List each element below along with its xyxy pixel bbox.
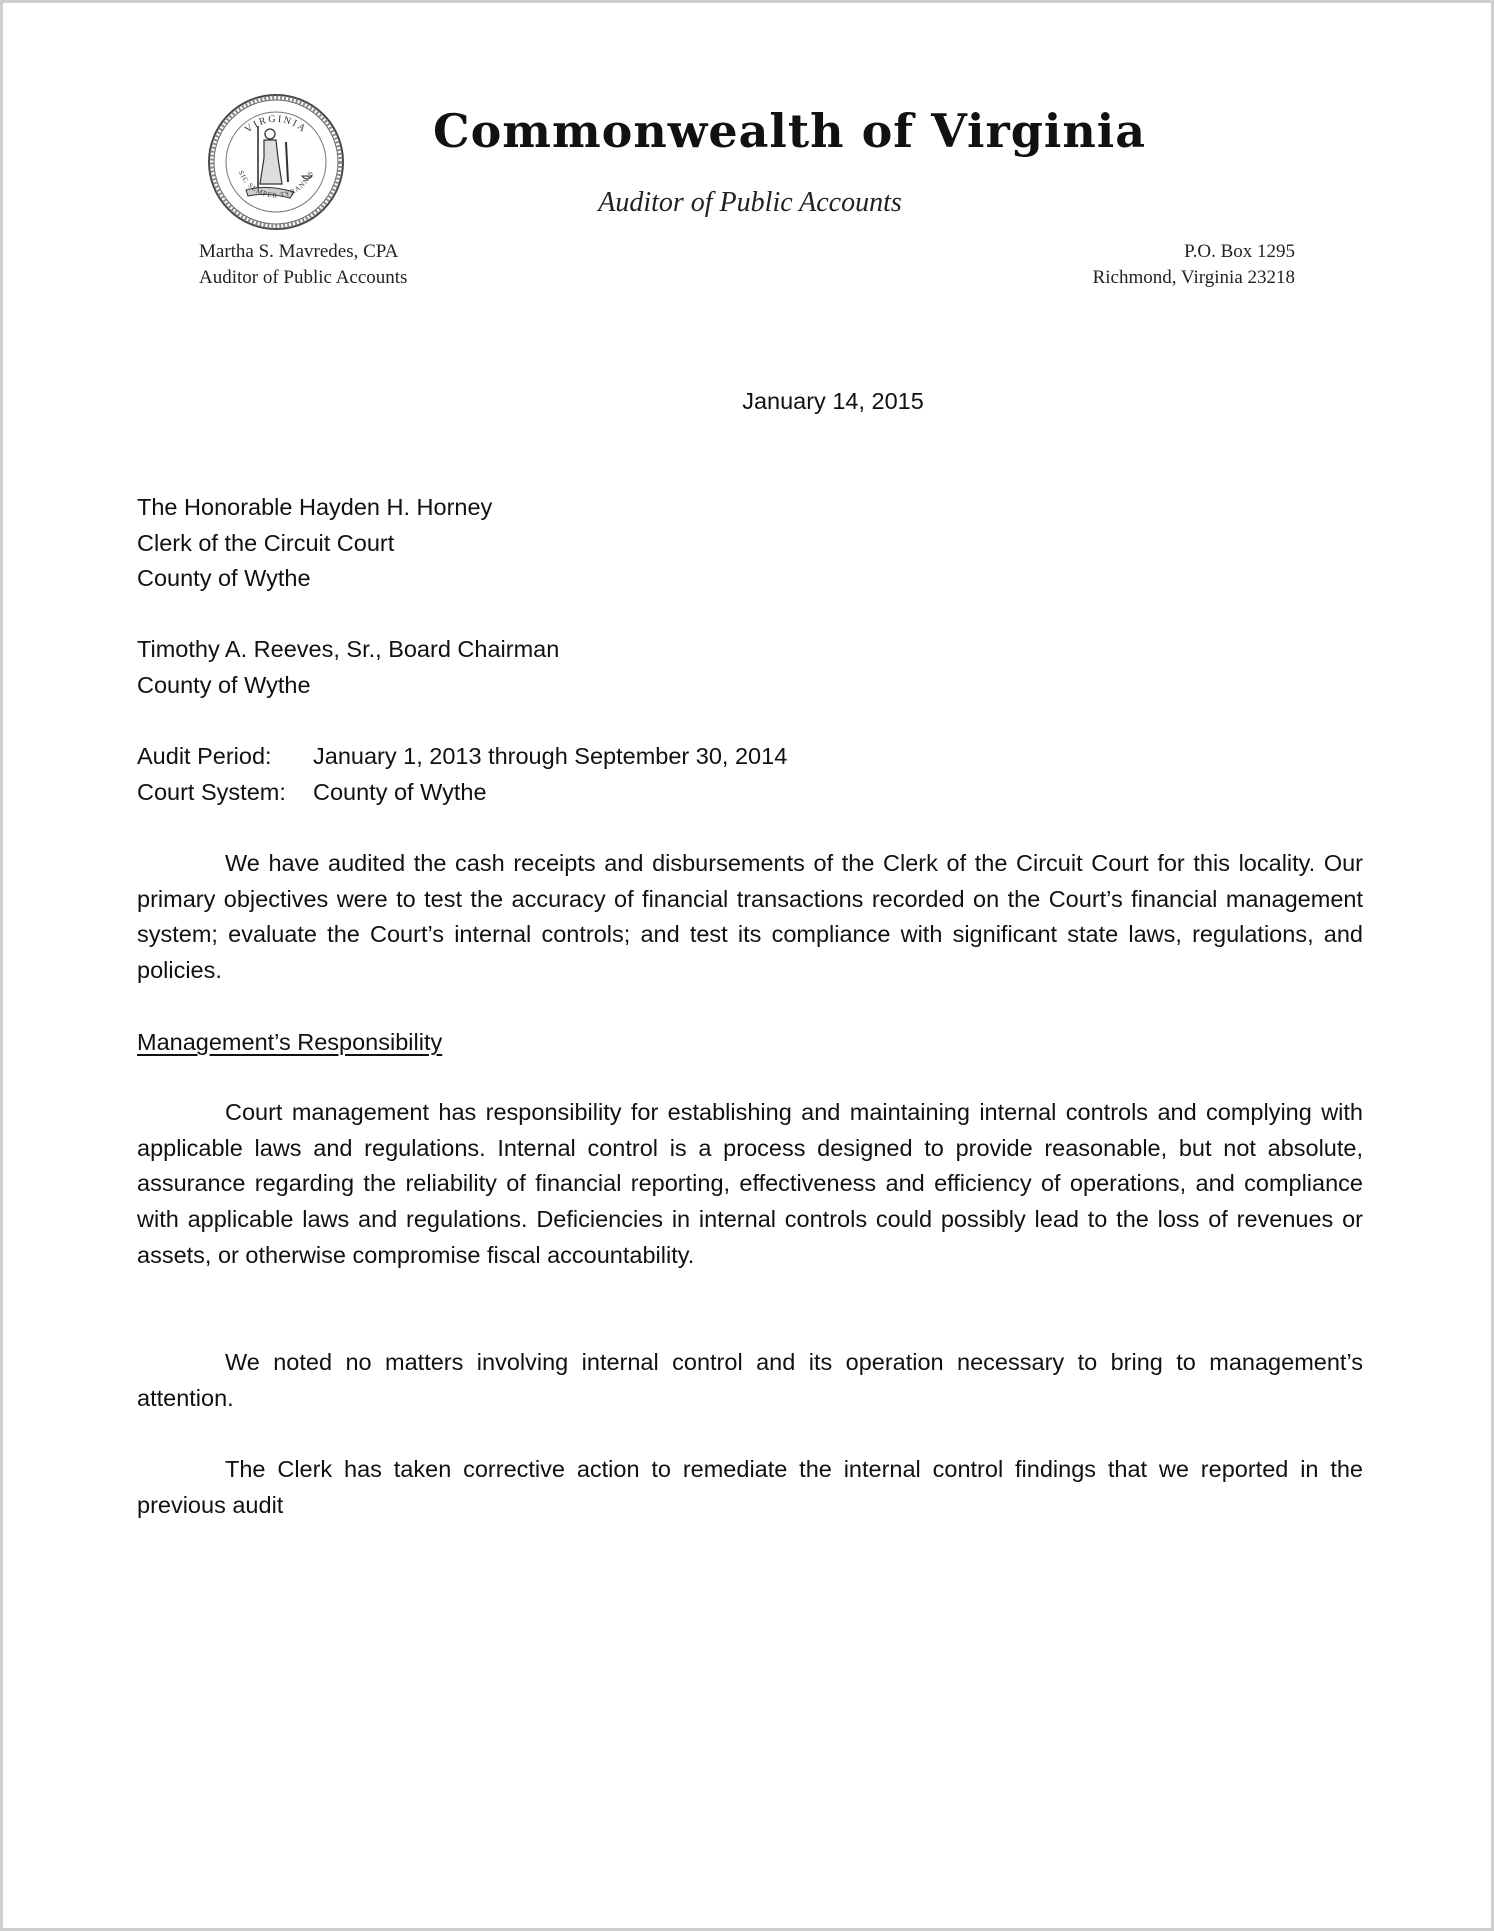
paragraph-text: We have audited the cash receipts and disbursements of the Clerk of the Circuit Court for this locality. Our primary objectives were to test the accuracy of financial transactions recorded on the Court’s financial management system; evaluate the Court’s internal controls; and test its compliance with significant state laws, regulations, and policies. [137,850,1363,984]
sender-name: Martha S. Mavredes, CPA [199,241,399,262]
letter-date: January 14, 2015 [742,388,924,414]
addressee-line: County of Wythe [137,565,311,592]
paragraph-corrective-action [137,1452,1363,1523]
addressee-line: The Honorable Hayden H. Horney [137,494,493,520]
addressee-line: Timothy A. Reeves, Sr., Board Chairman [137,636,560,662]
addressee-line: County of Wythe [137,671,311,698]
court-system-label: Court System: [137,778,286,805]
po-box: P.O. Box 1295 [1184,241,1295,262]
paragraph-audit-scope [137,846,1363,989]
paragraph-text: Court management has responsibility for establishing and maintaining internal controls and complying with applicable laws and regulations. Internal control is a process designed to provide reasonable, but not absolute, assurance regarding the reliability of financial reporting, effectiveness and efficiency of operations, and compliance with applicable laws and regulations. Deficiencies in internal controls could possibly lead to the loss of revenues or assets, or otherwise compromise fiscal accountability. [137,1099,1363,1268]
court-system-value: County of Wythe [313,778,487,805]
addressee-board-chairman [137,632,1363,703]
addressee-line: Clerk of the Circuit Court [137,529,395,556]
svg-text:SIC SEMPER TYRANNIS: SIC SEMPER TYRANNIS [236,169,316,200]
sender-block [199,239,407,291]
addressee-clerk [137,490,1363,597]
section-heading-management-responsibility: Management’s Responsibility [137,1029,443,1055]
city-state-zip: Richmond, Virginia 23218 [1092,267,1295,288]
paragraph-management-responsibility [137,1095,1363,1274]
paragraph-text: We noted no matters involving internal control and its operation necessary to bring to management’s attention. [137,1349,1363,1411]
sender-title: Auditor of Public Accounts [199,267,408,288]
svg-text:VIRGINIA: VIRGINIA [243,113,309,136]
office-address-block [1093,239,1295,291]
paragraph-text: The Clerk has taken corrective action to remediate the internal control findings that we reported in the previous audit [137,1456,1363,1518]
audit-period-row [137,739,1363,775]
audit-info [137,739,1363,810]
paragraph-no-matters [137,1345,1363,1416]
court-system-row [137,775,1363,811]
audit-period-value: January 1, 2013 through September 30, 2014 [313,743,788,769]
audit-period-label: Audit Period: [137,743,272,769]
letterhead-title: Commonwealth of Virginia [433,104,1147,158]
virginia-seal-icon [206,92,346,232]
letterhead-subtitle: Auditor of Public Accounts [598,187,902,218]
